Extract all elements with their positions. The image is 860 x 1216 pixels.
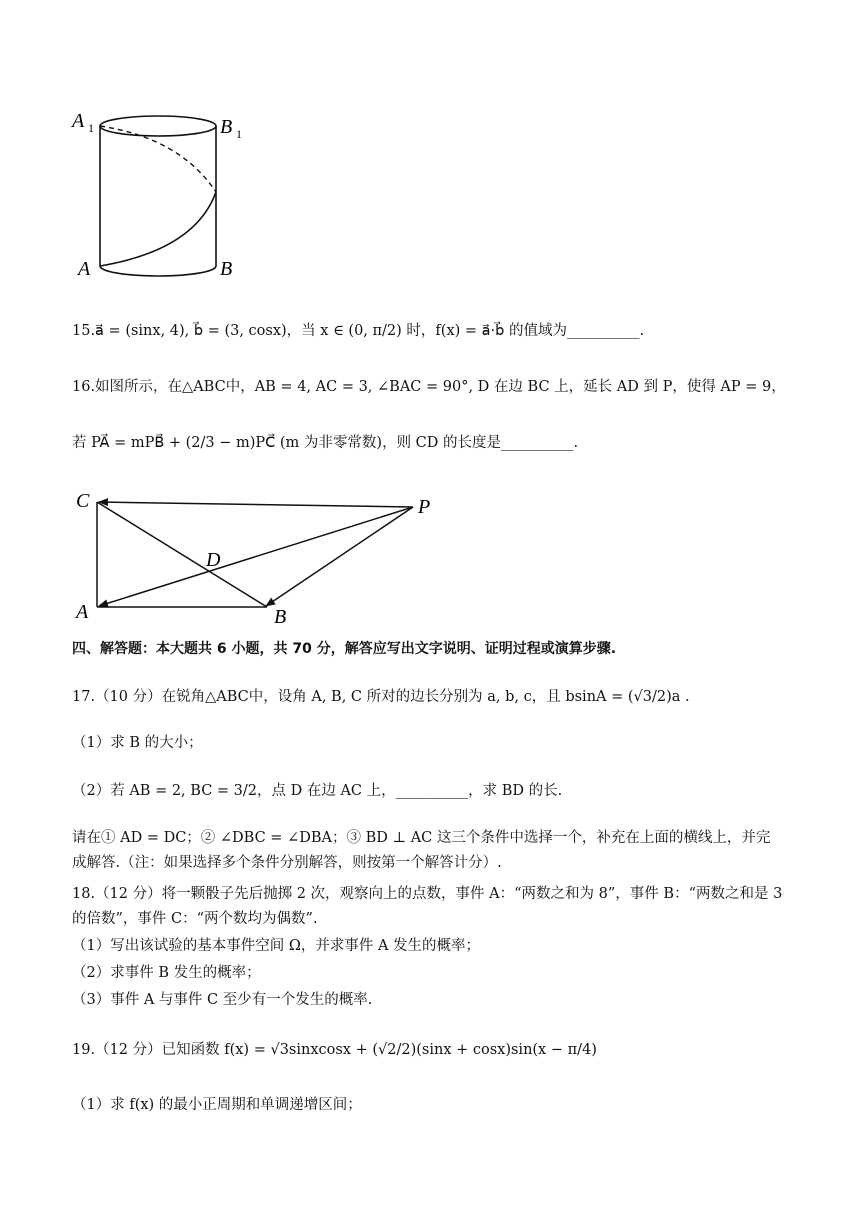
question-18-part3: （3）事件 A 与事件 C 至少有一个发生的概率.	[72, 992, 373, 1008]
vector-pc	[99, 502, 413, 507]
label-a1: A	[72, 110, 85, 132]
question-17-part1: （1）求 B 的大小；	[72, 735, 203, 751]
section-heading: 四、解答题：本大题共 6 小题，共 70 分，解答应写出文字说明、证明过程或演算步骤.	[72, 641, 617, 657]
label-p: P	[418, 496, 431, 518]
vector-pb	[266, 507, 413, 606]
label-b1-sub: 1	[236, 127, 242, 141]
question-18-stem2: 的倍数”，事件 C：“两个数均为偶数”.	[72, 911, 318, 927]
triangle-figure	[70, 482, 450, 627]
segment-cb	[97, 502, 267, 607]
label-a: A	[78, 258, 91, 280]
label-b1: B	[220, 116, 233, 138]
label-a: A	[76, 601, 89, 623]
question-18-part2: （2）求事件 B 发生的概率；	[72, 965, 261, 981]
label-b: B	[274, 606, 287, 627]
label-d: D	[206, 549, 221, 571]
helix-solid	[100, 192, 216, 266]
question-17-stem: 17.（10 分）在锐角△ABC中，设角 A, B, C 所对的边长分别为 a, b, c，且 bsinA = (√3/2)a .	[72, 689, 690, 705]
question-15: 15.a⃗ = (sinx, 4), b⃗ = (3, cosx)，当 x ∈ (0, π/2) 时，f(x) = a⃗·b⃗ 的值域为__________.	[72, 323, 645, 339]
label-b: B	[220, 258, 233, 280]
cylinder-top-ellipse	[100, 116, 216, 136]
question-17-note1: 请在① AD = DC；② ∠DBC = ∠DBA；③ BD ⊥ AC 这三个条件中选择一个，补充在上面的横线上，并完	[72, 830, 771, 846]
label-c: C	[76, 490, 90, 512]
question-16-line2: 若 PA⃗ = mPB⃗ + (2/3 − m)PC⃗ (m 为非零常数)，则 CD 的长度是__________.	[72, 435, 579, 451]
question-19-part1: （1）求 f(x) 的最小正周期和单调递增区间；	[72, 1097, 362, 1113]
question-19-stem: 19.（12 分）已知函数 f(x) = √3sinxcosx + (√2/2)(sinx + cosx)sin(x − π/4)	[72, 1042, 597, 1058]
cylinder-bottom-front	[100, 266, 216, 276]
cylinder-figure	[70, 100, 260, 285]
question-18-part1: （1）写出该试验的基本事件空间 Ω，并求事件 A 发生的概率；	[72, 938, 481, 954]
label-a1-sub: 1	[88, 121, 94, 135]
question-18-stem1: 18.（12 分）将一颗骰子先后抛掷 2 次，观察向上的点数，事件 A：“两数之和为 8”，事件 B：“两数之和是 3	[72, 886, 783, 902]
question-16-line1: 16.如图所示，在△ABC中，AB = 4, AC = 3, ∠BAC = 90°, D 在边 BC 上，延长 AD 到 P，使得 AP = 9，	[72, 379, 786, 395]
vector-pa	[99, 507, 413, 606]
question-17-note2: 成解答.（注：如果选择多个条件分别解答，则按第一个解答计分）.	[72, 855, 502, 871]
question-17-part2: （2）若 AB = 2, BC = 3/2，点 D 在边 AC 上，__________，求 BD 的长.	[72, 783, 563, 799]
